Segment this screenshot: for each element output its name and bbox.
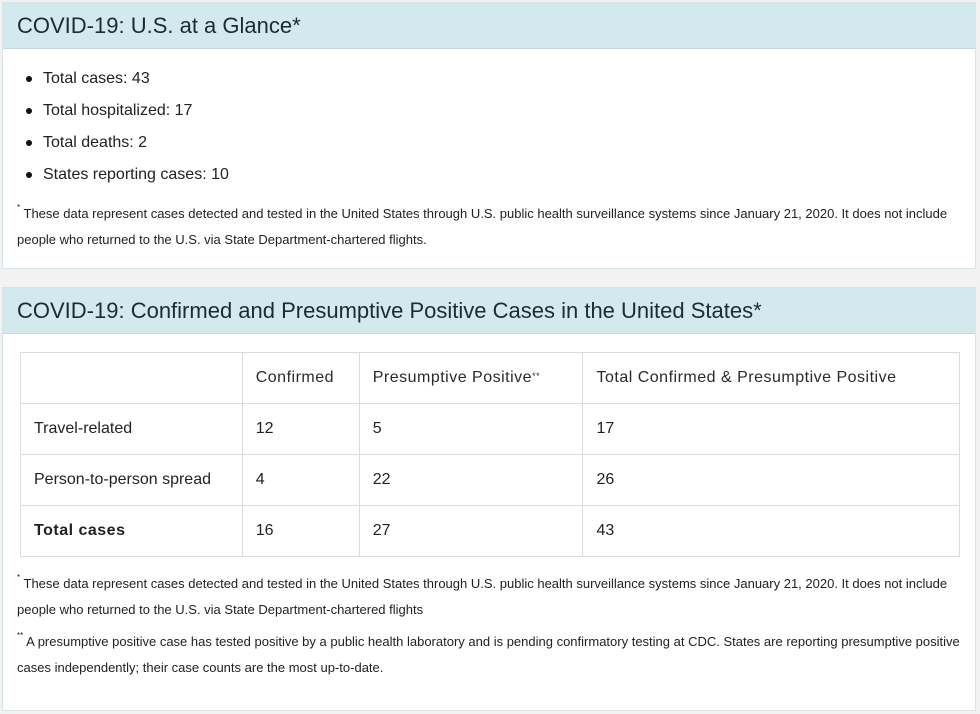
total-cases-item: Total cases: 43 (17, 67, 961, 99)
total-hospitalized-item: Total hospitalized: 17 (17, 99, 961, 131)
total-cell: 26 (583, 455, 960, 506)
row-label: Person-to-person spread (21, 455, 243, 506)
footnote-mark: ** (17, 631, 24, 640)
total-deaths-item: Total deaths: 2 (17, 131, 961, 163)
states-reporting-item: States reporting cases: 10 (17, 163, 961, 195)
total-cell: 43 (583, 506, 960, 557)
table-footnote-1 (17, 571, 961, 623)
glance-footnote (17, 201, 961, 253)
confirmed-cell: 16 (242, 506, 359, 557)
confirmed-cell: 12 (242, 404, 359, 455)
footnote-mark: * (17, 203, 21, 212)
header-cell-presumptive (359, 353, 583, 404)
header-presumptive-label: Presumptive Positive (372, 369, 533, 386)
cases-table (20, 352, 960, 557)
presumptive-cell: 5 (359, 404, 583, 455)
header-cell-empty (21, 353, 243, 404)
us-at-a-glance-card (2, 2, 976, 269)
table-footnote-2 (17, 629, 961, 681)
cases-table-title: COVID-19: Confirmed and Presumptive Positive Cases in the United States* (3, 288, 975, 334)
table-footnote-2-text: A presumptive positive case has tested positive by a public health laboratory and is pending confirmatory testing at CDC. States are reporting presumptive positive cases independently; their case counts are the most up-to-date. (17, 634, 960, 675)
total-cell: 17 (583, 404, 960, 455)
presumptive-cell: 22 (359, 455, 583, 506)
table-row (21, 455, 960, 506)
glance-footnote-text: These data represent cases detected and tested in the United States through U.S. public health surveillance systems since January 21, 2020. It does not include people who returned to the U.S. via State Department-chartered flights. (17, 206, 948, 247)
table-footnote-1-text: These data represent cases detected and tested in the United States through U.S. public health surveillance systems since January 21, 2020. It does not include people who returned to the U.S. via State Department-chartered flights (17, 576, 948, 617)
table-row-total (21, 506, 960, 557)
presumptive-cell: 27 (359, 506, 583, 557)
cases-table-card (2, 287, 976, 711)
table-header-row (21, 353, 960, 404)
confirmed-cell: 4 (242, 455, 359, 506)
row-label: Travel-related (21, 404, 243, 455)
table-row (21, 404, 960, 455)
us-at-a-glance-title: COVID-19: U.S. at a Glance* (3, 3, 975, 49)
header-cell-total: Total Confirmed & Presumptive Positive (583, 353, 960, 404)
footnote-mark: * (17, 573, 21, 582)
header-cell-confirmed: Confirmed (242, 353, 359, 404)
row-label: Total cases (21, 506, 243, 557)
header-presumptive-mark: ** (532, 371, 541, 381)
glance-stats-list (17, 67, 961, 195)
